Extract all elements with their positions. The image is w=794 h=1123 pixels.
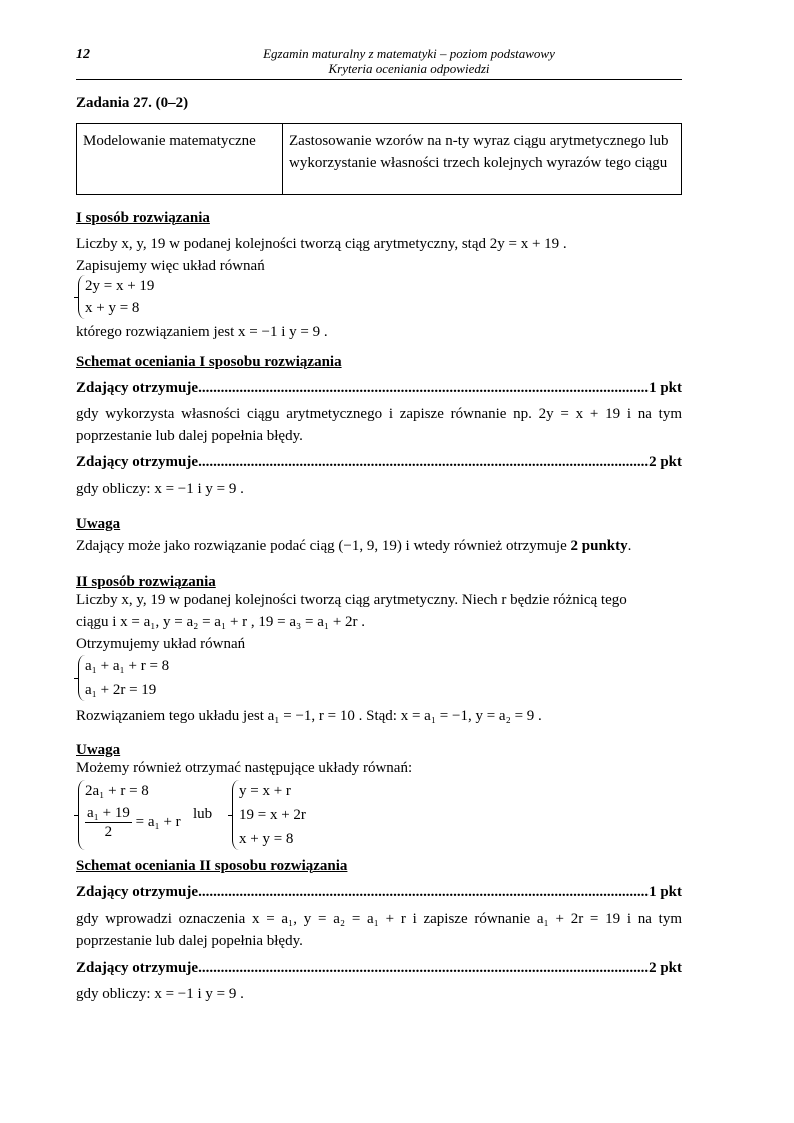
sysB-eq3: x + y = 8	[239, 831, 294, 847]
header-title-line2: Kryteria oceniania odpowiedzi	[328, 61, 490, 76]
method2-line4: Rozwiązaniem tego układu jest a₁ = −1, r = 10 . Stąd: x = a₁ = −1, y = a₂ = 9 .	[76, 708, 542, 724]
task-title: Zadania 27. (0–2)	[76, 95, 189, 111]
fraction-rhs: = a₁ + r	[135, 813, 181, 830]
method1-heading: I sposób rozwiązania	[76, 210, 210, 226]
method2-line1: Liczby x, y, 19 w podanej kolejności tworzą ciąg arytmetyczny. Niech r będzie różnicą tego	[76, 592, 627, 608]
criteria-category: Modelowanie matematyczne	[77, 124, 283, 194]
schema2-item1-desc: gdy wprowadzi oznaczenia x = a₁, y = a₂ = a₁ + r i zapisze równanie a₁ + 2r = 19 i na tym poprzestanie lub dalej popełnia błędy.	[76, 911, 682, 949]
method2-line2: ciągu i x = a₁, y = a₂ = a₁ + r , 19 = a₃ = a₁ + 2r .	[76, 614, 366, 630]
method2-eq1: a₁ + a₁ + r = 8	[85, 658, 170, 674]
header-title-line1: Egzamin maturalny z matematyki – poziom podstawowy	[263, 46, 555, 61]
dot-leader	[198, 957, 649, 979]
schema1-item2-desc: gdy obliczy: x = −1 i y = 9 .	[76, 481, 244, 497]
schema2-item2	[76, 957, 682, 979]
score-label: Zdający otrzymuje	[76, 380, 199, 396]
note2-heading: Uwaga	[76, 742, 121, 758]
dot-leader	[198, 377, 649, 399]
method2-line3: Otrzymujemy układ równań	[76, 636, 246, 652]
score-points: 2 pkt	[649, 960, 682, 976]
dot-leader	[198, 881, 649, 903]
dot-leader	[198, 451, 649, 473]
method1-eq2: x + y = 8	[85, 300, 140, 316]
method1-line3: którego rozwiązaniem jest x = −1 i y = 9 .	[76, 324, 328, 340]
criteria-table	[76, 123, 682, 195]
note1-heading: Uwaga	[76, 516, 121, 532]
method1-line2: Zapisujemy więc układ równań	[76, 258, 265, 274]
schema2-item1	[76, 881, 682, 903]
note1-text-after: .	[627, 538, 632, 554]
criteria-description: Zastosowanie wzorów na n-ty wyraz ciągu arytmetycznego lub wykorzystanie własności trzech kolejnych wyrazów tego ciągu	[289, 133, 669, 171]
method1-system	[76, 275, 276, 319]
schema1-item1	[76, 377, 682, 399]
score-points: 1 pkt	[649, 884, 682, 900]
brace	[78, 780, 85, 850]
method2-eq2: a₁ + 2r = 19	[85, 682, 157, 698]
method1-line1: Liczby x, y, 19 w podanej kolejności tworzą ciąg arytmetyczny, stąd 2y = x + 19 .	[76, 236, 567, 252]
fraction-denominator: 2	[104, 824, 113, 840]
score-label: Zdający otrzymuje	[76, 960, 199, 976]
method2-system	[76, 655, 276, 701]
page-number: 12	[76, 47, 90, 62]
note2-text: Możemy również otrzymać następujące układy równań:	[76, 760, 413, 776]
note1-text-before: Zdający może jako rozwiązanie podać ciąg (−1, 9, 19) i wtedy również otrzymuje	[76, 538, 571, 554]
schema2-heading: Schemat oceniania II sposobu rozwiązania	[76, 858, 348, 874]
schema1-item2	[76, 451, 682, 473]
schema1-heading: Schemat oceniania I sposobu rozwiązania	[76, 354, 342, 370]
page-header	[76, 46, 682, 80]
fraction-numerator: a₁ + 19	[87, 805, 130, 821]
score-points: 2 pkt	[649, 454, 682, 470]
score-label: Zdający otrzymuje	[76, 884, 199, 900]
sysA-eq2	[85, 804, 181, 841]
sysA-eq1: 2a₁ + r = 8	[85, 783, 149, 799]
fraction	[85, 804, 132, 841]
note2-system-b	[230, 780, 430, 850]
header-title	[136, 46, 682, 76]
sysB-eq1: y = x + r	[239, 783, 291, 799]
method2-heading: II sposób rozwiązania	[76, 574, 216, 590]
brace	[78, 655, 85, 701]
schema1-item1-desc: gdy wykorzysta własności ciągu arytmetycznego i zapisze równanie np. 2y = x + 19 i na tym poprzestanie lub dalej popełnia błędy.	[76, 406, 682, 444]
score-points: 1 pkt	[649, 380, 682, 396]
brace	[232, 780, 239, 850]
sysB-eq2: 19 = x + 2r	[239, 807, 306, 823]
method1-eq1: 2y = x + 19	[85, 278, 155, 294]
note1-text	[76, 535, 682, 557]
note1-text-bold: 2 punkty	[570, 538, 628, 554]
systems-connector: lub	[193, 806, 213, 822]
schema2-item2-desc: gdy obliczy: x = −1 i y = 9 .	[76, 986, 244, 1002]
brace	[78, 275, 85, 319]
score-label: Zdający otrzymuje	[76, 454, 199, 470]
